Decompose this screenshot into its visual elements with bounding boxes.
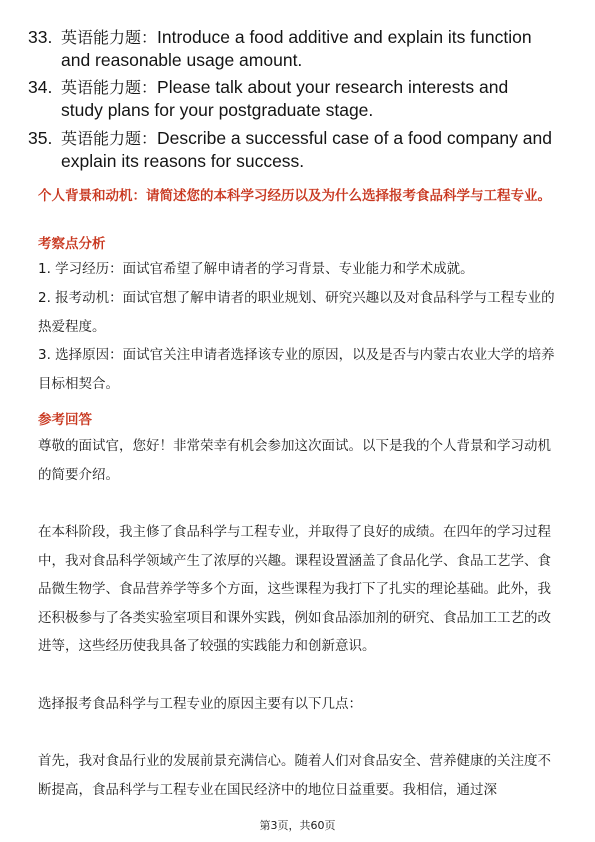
question-text: Introduce a food additive and explain its function xyxy=(157,27,532,47)
question-34 xyxy=(28,76,573,122)
question-text-continued: and reasonable usage amount. xyxy=(61,50,303,70)
question-text: Describe a successful case of a food company and xyxy=(157,128,552,148)
analysis-item: 1. 学习经历：面试官希望了解申请者的学习背景、专业能力和学术成就。 xyxy=(38,261,474,277)
question-number: 34. xyxy=(28,77,53,97)
answer-paragraph: 首先，我对食品行业的发展前景充满信心。随着人们对食品安全、营养健康的关注度不断提高，食品科学与工程专业在国民经济中的地位日益重要。我相信，通过深 xyxy=(38,753,551,798)
question-number: 35. xyxy=(28,128,53,148)
question-label: 英语能力题： xyxy=(61,129,158,148)
question-text: Please talk about your research interests and xyxy=(157,77,509,97)
analysis-item: 2. 报考动机：面试官想了解申请者的职业规划、研究兴趣以及对食品科学与工程专业的热爱程度。 xyxy=(38,290,555,335)
question-35 xyxy=(28,127,573,173)
question-33 xyxy=(28,26,573,72)
question-body xyxy=(61,127,573,173)
question-number: 33. xyxy=(28,27,53,47)
question-text-continued: explain its reasons for success. xyxy=(61,151,305,171)
question-text-continued: study plans for your postgraduate stage. xyxy=(61,100,374,120)
question-label: 英语能力题： xyxy=(61,78,158,97)
question-body xyxy=(61,26,573,72)
page-footer: 第3页，共60页 xyxy=(259,819,336,832)
answer-paragraph: 选择报考食品科学与工程专业的原因主要有以下几点： xyxy=(38,696,362,712)
question-body xyxy=(61,76,573,122)
analysis-heading: 考察点分析 xyxy=(38,236,106,252)
section-heading: 个人背景和动机：请简述您的本科学习经历以及为什么选择报考食品科学与工程专业。 xyxy=(38,188,551,204)
answer-heading: 参考回答 xyxy=(38,412,92,428)
answer-paragraph: 尊敬的面试官，您好！非常荣幸有机会参加这次面试。以下是我的个人背景和学习动机的简要介绍。 xyxy=(38,438,551,483)
question-label: 英语能力题： xyxy=(61,28,158,47)
answer-paragraph: 在本科阶段，我主修了食品科学与工程专业，并取得了良好的成绩。在四年的学习过程中，我对食品科学领域产生了浓厚的兴趣。课程设置涵盖了食品化学、食品工艺学、食品微生物学、食品营养学等多个方面，这些课程为我打下了扎实的理论基础。此外，我还积极参与了各类实验室项目和课外实践，例如食品添加剂的研究、食品加工工艺的改进等，这些经历使我具备了较强的实践能力和创新意识。 xyxy=(38,524,551,654)
analysis-item: 3. 选择原因：面试官关注申请者选择该专业的原因，以及是否与内蒙古农业大学的培养目标相契合。 xyxy=(38,347,555,392)
